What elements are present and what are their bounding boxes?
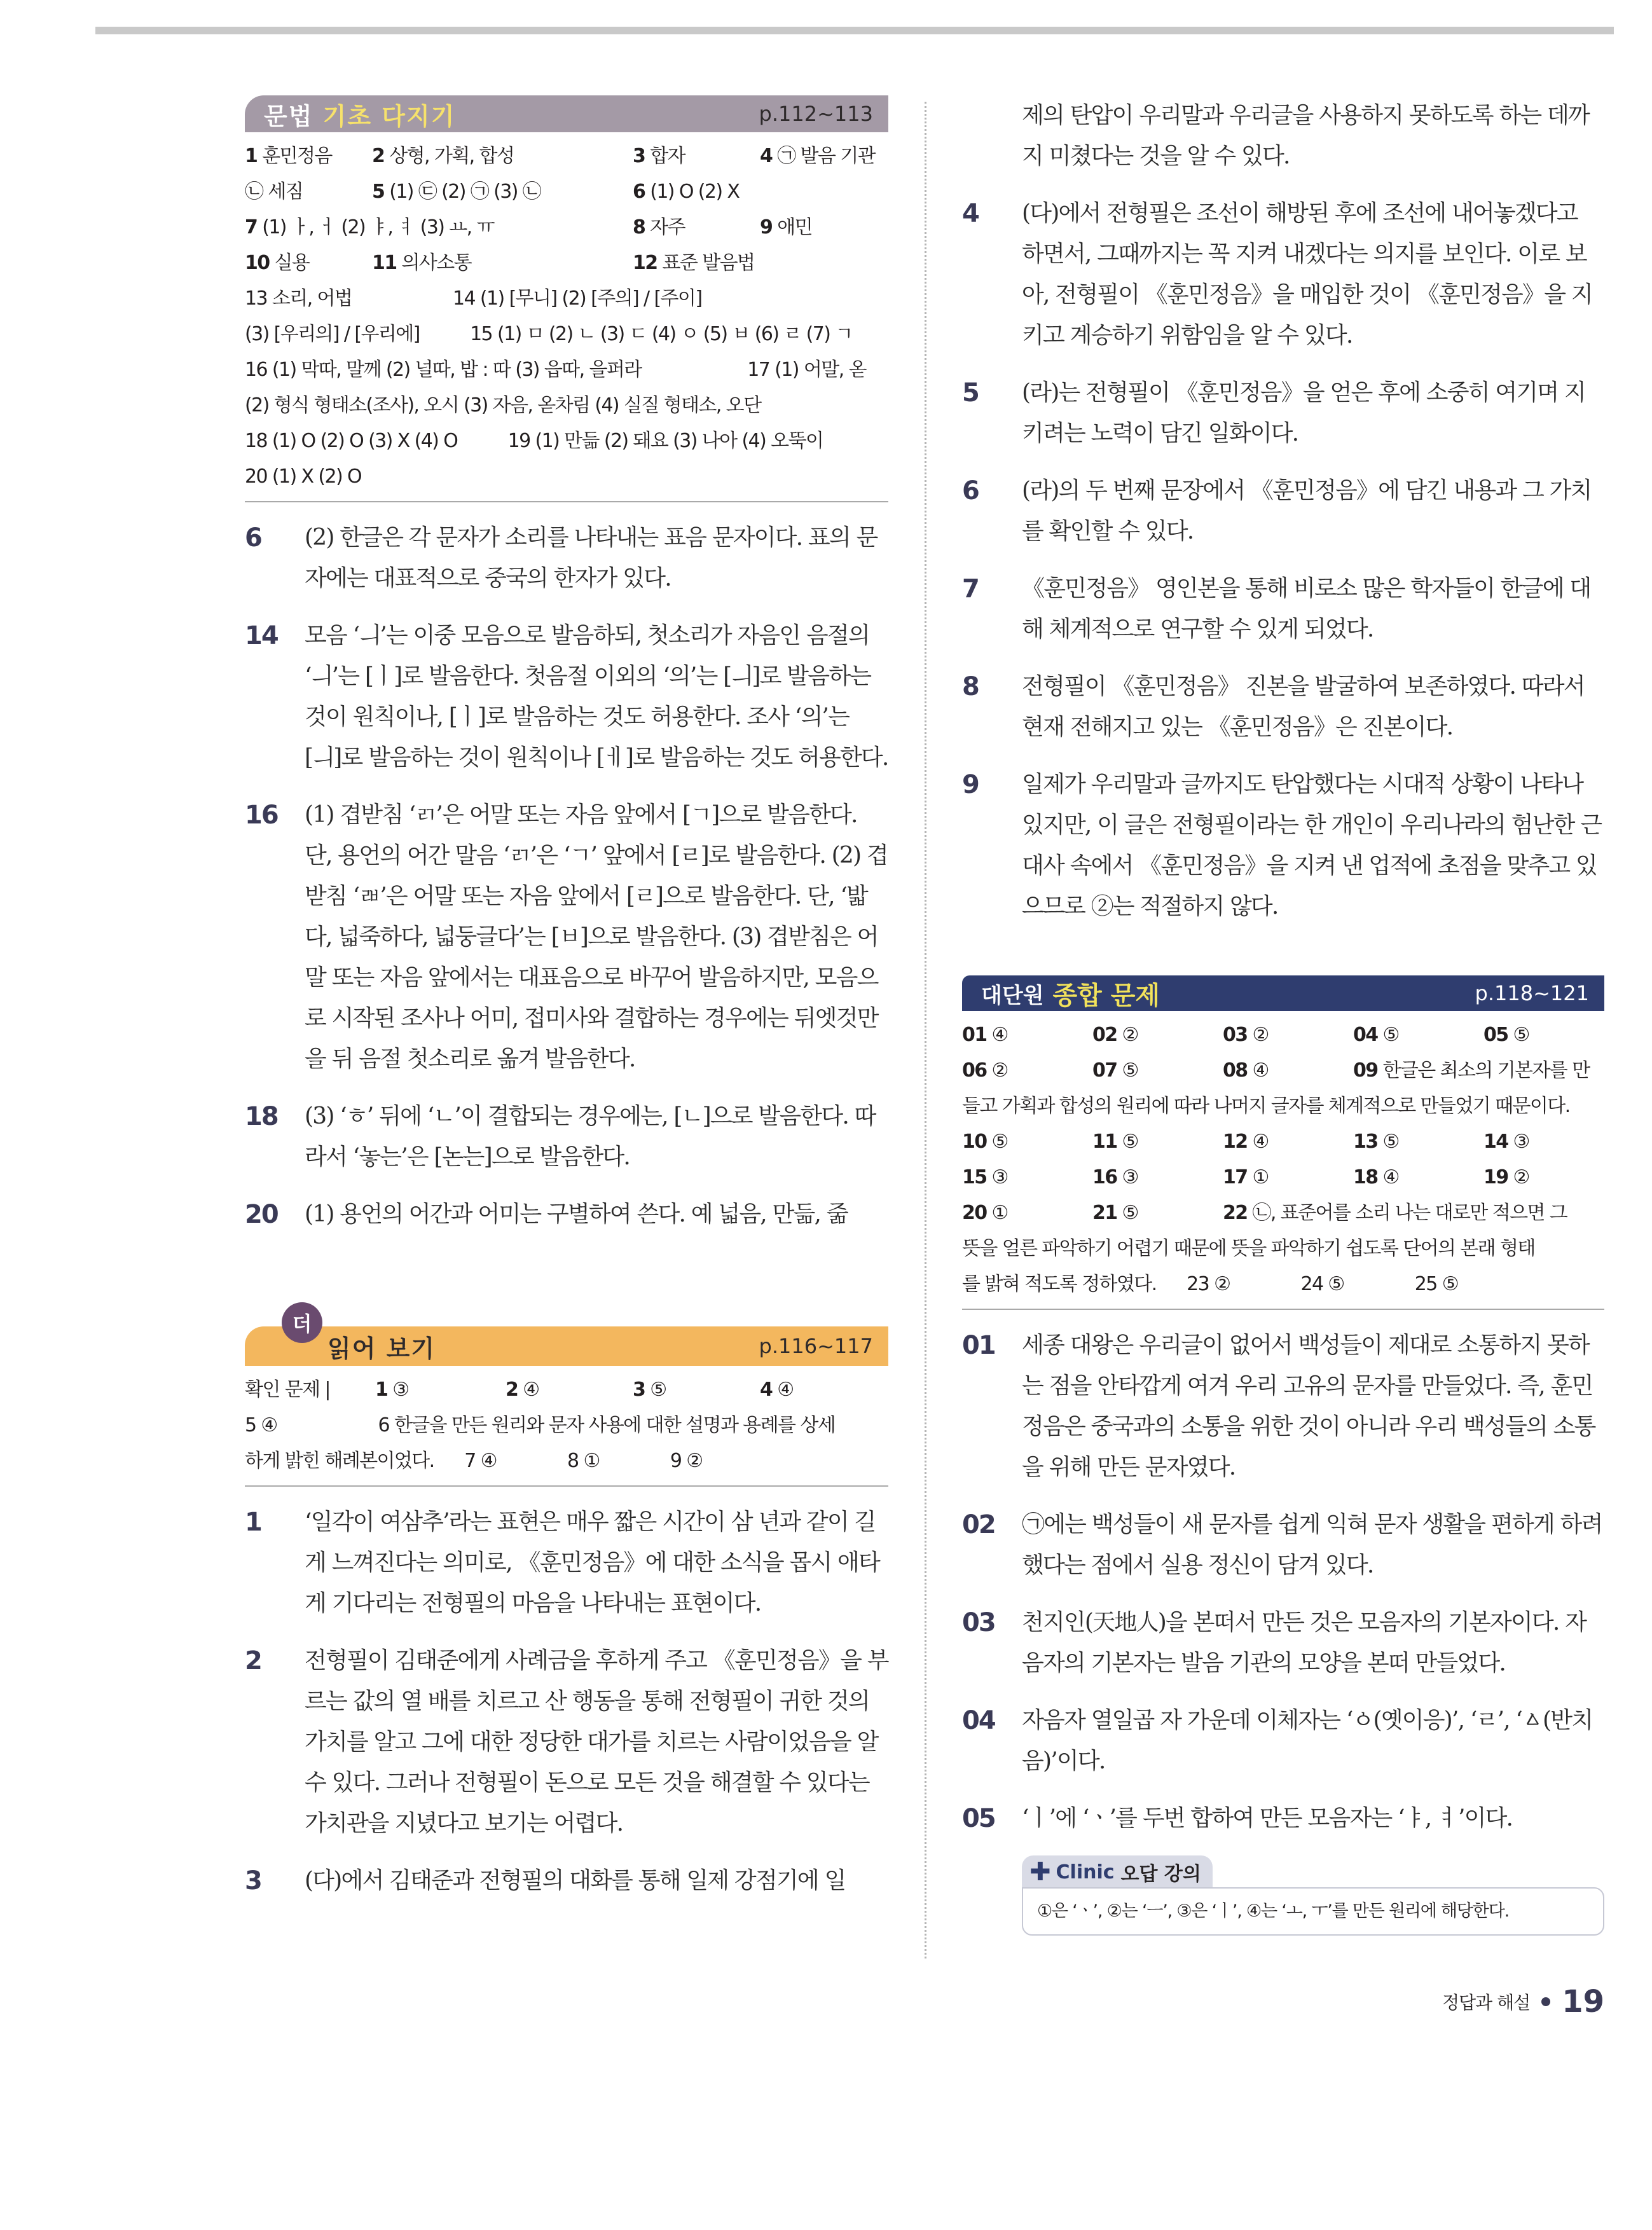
answer-value: (1) O (2) X: [645, 181, 740, 203]
answer-number: 5: [372, 181, 385, 203]
item-text: (다)에서 김태준과 전형필의 대화를 통해 일제 강점기에 일: [305, 1868, 846, 1894]
answer-line: (3) [우리의] / [우리에] 15 (1) ㅁ (2) ㄴ (3) ㄷ (4) ㅇ (5) ㅂ (6) ㄹ (7) ㄱ: [245, 323, 853, 345]
answer-value: ②: [1117, 1024, 1138, 1046]
answer-line: 하게 밝힌 해례본이었다. 7 ④ 8 ① 9 ②: [245, 1450, 703, 1472]
explanation-item: [962, 1700, 1604, 1782]
answer-cell: [633, 245, 754, 281]
answer-number: 04: [1353, 1024, 1378, 1046]
answer-number: 22: [1223, 1202, 1248, 1224]
answer-row: [245, 1372, 888, 1408]
answer-number: 05: [1483, 1024, 1508, 1046]
answer-value: 표준 발음법: [657, 252, 755, 274]
answer-value: ②: [1247, 1024, 1269, 1046]
explanations-grammar: [245, 518, 888, 1235]
item-number: 1: [245, 1508, 261, 1537]
answer-value: ①: [986, 1202, 1008, 1224]
answer-cell: [1223, 1195, 1567, 1231]
answer-row: [245, 139, 888, 174]
plus-icon: ✚: [1029, 1857, 1051, 1887]
item-number: 7: [962, 574, 979, 603]
answer-value: ⑤: [1117, 1131, 1138, 1153]
answer-row: [962, 1160, 1604, 1195]
section-title-a: 대단원: [981, 982, 1044, 1008]
answer-number: 3: [633, 1379, 645, 1401]
answer-cell: [1092, 1195, 1138, 1231]
clinic-header: [1022, 1855, 1213, 1887]
section-title: [264, 97, 455, 132]
item-text: ‘일각이 여삼추’라는 표현은 매우 짧은 시간이 삼 년과 같이 길게 느껴진다는 의미로, 《훈민정음》에 대한 소식을 몹시 애타게 기다리는 전형필의 마음을 나타내는 표현이다.: [305, 1509, 879, 1616]
answer-line: 18 (1) O (2) O (3) X (4) O 19 (1) 만듦 (2) 돼요 (3) 나아 (4) 오뚝이: [245, 430, 823, 452]
answer-cell: [506, 1372, 539, 1408]
answer-row: [962, 1017, 1604, 1053]
answer-value: ④: [518, 1379, 539, 1401]
explanation-item: [245, 1096, 888, 1178]
answer-number: 12: [1223, 1131, 1248, 1153]
explanation-item: [962, 568, 1604, 650]
answer-cell: [760, 1372, 794, 1408]
item-number: 8: [962, 672, 979, 701]
answer-number: 02: [1092, 1024, 1117, 1046]
answer-number: 13: [1353, 1131, 1378, 1153]
answer-number: 2: [506, 1379, 518, 1401]
answer-number: 11: [1092, 1131, 1117, 1153]
item-text: 전형필이 《훈민정음》 진본을 발굴하여 보존하였다. 따라서 현재 전해지고 있는 《훈민정음》은 진본이다.: [1022, 673, 1585, 740]
clinic-text: ①은 ‘ㆍ’, ②는 ‘ㅡ’, ③은 ‘ㅣ’, ④는 ‘ㅗ, ㅜ’를 만든 원리에 해당한다.: [1022, 1887, 1604, 1936]
answer-cell: [245, 139, 332, 174]
answer-cell: [375, 1372, 409, 1408]
item-text: 모음 ‘ㅢ’는 이중 모음으로 발음하되, 첫소리가 자음인 음절의 ‘ㅢ’는 [ㅣ]로 발음한다. 첫음절 이외의 ‘의’는 [ㅢ]로 발음하는 것이 원칙이나, [ㅣ]로 발음하는 것도 허용한다. 조사 ‘의’는 [ㅢ]로 발음하는 것이 원칙이나 [ㅔ]로 발음하는 것도 허용한다.: [305, 623, 888, 771]
answer-number: 09: [1353, 1059, 1378, 1082]
item-text: (라)의 두 번째 문장에서 《훈민정음》에 담긴 내용과 그 가치를 확인할 수 있다.: [1022, 478, 1592, 544]
answer-line: 들고 가획과 합성의 원리에 따라 나머지 글자를 체계적으로 만들었기 때문이다.: [962, 1095, 1570, 1117]
answer-number: 14: [1483, 1131, 1508, 1153]
item-number: 6: [962, 476, 979, 506]
answer-cell: [1353, 1053, 1590, 1089]
answer-line: 13 소리, 어법 14 (1) [무니] (2) [주의] / [주이]: [245, 287, 702, 310]
answer-value: ③: [986, 1166, 1008, 1188]
answer-value: ⑤: [1117, 1202, 1138, 1224]
answer-number: 01: [962, 1024, 987, 1046]
answer-cell: [372, 174, 540, 210]
answer-line: 16 (1) 막따, 말께 (2) 널따, 밥 : 따 (3) 읍따, 을퍼라 17 (1) 어말, 옫: [245, 359, 866, 381]
answer-cell: [760, 210, 812, 245]
answer-number: 1: [245, 145, 258, 167]
explanation-item: [962, 764, 1604, 927]
answer-value: 실용: [269, 252, 310, 274]
explanation-item: [962, 1325, 1604, 1488]
answer-value: ㉡ 세짐: [245, 181, 303, 203]
answer-cell: [1483, 1124, 1529, 1160]
footer-dot: [1541, 1997, 1550, 2006]
item-text: 《훈민정음》 영인본을 통해 비로소 많은 학자들이 한글에 대해 체계적으로 연구할 수 있게 되었다.: [1022, 575, 1591, 642]
explanation-item: [245, 1194, 888, 1235]
answer-block-grammar: [245, 139, 888, 502]
explanation-item: [962, 373, 1604, 454]
answer-number: 7: [245, 216, 258, 238]
answer-value: ②: [986, 1059, 1008, 1082]
item-text: (다)에서 전형필은 조선이 해방된 후에 조선에 내어놓겠다고 하면서, 그때까지는 꼭 지켜 내겠다는 의지를 보인다. 이로 보아, 전형필이 《훈민정음》을 매입한 것이 《훈민정음》을 지키고 계승하기 위함임을 알 수 있다.: [1022, 200, 1592, 348]
section-banner-unit: [962, 975, 1604, 1011]
answer-number: 9: [760, 216, 773, 238]
more-badge: 더: [282, 1302, 322, 1343]
continued-text: 제의 탄압이 우리말과 우리글을 사용하지 못하도록 하는 데까지 미쳤다는 것을 알 수 있다.: [1022, 102, 1589, 169]
section-pages: p.116~117: [759, 1334, 873, 1358]
answer-number: 20: [962, 1202, 987, 1224]
item-number: 20: [245, 1200, 278, 1229]
top-rule: [95, 27, 1614, 34]
explanations-unit: [962, 1325, 1604, 1839]
answer-number: 12: [633, 252, 657, 274]
answer-number: 11: [372, 252, 397, 274]
item-number: 05: [962, 1804, 995, 1833]
answer-value: ④: [772, 1379, 794, 1401]
answer-cell: [1483, 1160, 1529, 1195]
item-text: (1) 겹받침 ‘ㄺ’은 어말 또는 자음 앞에서 [ㄱ]으로 발음한다. 단, 용언의 어간 말음 ‘ㄺ’은 ‘ㄱ’ 앞에서 [ㄹ]로 발음한다. (2) 겹받침 ‘ㄼ’은 어말 또는 자음 앞에서 [ㄹ]으로 발음한다. 단, ‘밟다, 넓죽하다, 넓둥글다’는 [ㅂ]으로 발음한다. (3) 겹받침은 어말 또는 자음 앞에서는 대표음으로 바꾸어 발음하지만, 모음으로 시작된 조사나 어미, 접미사와 결합하는 경우에는 뒤엣것만을 뒤 음절 첫소리로 옮겨 발음한다.: [305, 802, 888, 1072]
answer-cell: [1223, 1160, 1269, 1195]
answer-cell: [1223, 1053, 1269, 1089]
answer-line: 를 밝혀 적도록 정하였다. 23 ② 24 ⑤ 25 ⑤: [962, 1273, 1458, 1295]
answer-value: ④: [986, 1024, 1008, 1046]
item-number: 18: [245, 1102, 278, 1131]
answer-cell: [1092, 1053, 1138, 1089]
item-text: 일제가 우리말과 글까지도 탄압했다는 시대적 상황이 나타나 있지만, 이 글은 전형필이라는 한 개인이 우리나라의 험난한 근대사 속에서 《훈민정음》을 지켜 낸 업적에 초점을 맞추고 있으므로 ②는 적절하지 않다.: [1022, 771, 1602, 919]
answer-cell: [1483, 1017, 1529, 1053]
answer-cell: [1353, 1160, 1399, 1195]
answer-line: 20 (1) X (2) O: [245, 465, 362, 488]
item-number: 4: [962, 199, 979, 228]
answer-row: [962, 1124, 1604, 1160]
item-text: (3) ‘ㅎ’ 뒤에 ‘ㄴ’이 결합되는 경우에는, [ㄴ]으로 발음한다. 따라서 ‘놓는’은 [논는]으로 발음한다.: [305, 1103, 876, 1170]
explanation-item: [962, 1798, 1604, 1839]
item-number: 01: [962, 1331, 995, 1360]
item-number: 02: [962, 1510, 995, 1539]
answer-number: 8: [633, 216, 645, 238]
page-footer: [1442, 1984, 1604, 2020]
explanation-item: [962, 666, 1604, 748]
answer-cell: [962, 1195, 1008, 1231]
item-number: 6: [245, 523, 261, 553]
answer-cell: [962, 1017, 1008, 1053]
answer-row: [245, 174, 888, 210]
answer-cell: [1092, 1017, 1138, 1053]
item-text: (2) 한글은 각 문자가 소리를 나타내는 표음 문자이다. 표의 문자에는 대표적으로 중국의 한자가 있다.: [305, 525, 878, 591]
answer-block-unit: [962, 1017, 1604, 1310]
item-text: 전형필이 김태준에게 사례금을 후하게 주고 《훈민정음》을 부르는 값의 열 배를 치르고 산 행동을 통해 전형필이 귀한 것의 가치를 알고 그에 대한 정당한 대가를 치르는 사람이었음을 알 수 있다. 그러나 전형필이 돈으로 모든 것을 해결할 수 있다는 가치관을 지녔다고 보기는 어렵다.: [305, 1648, 888, 1836]
answer-cell: [1353, 1017, 1399, 1053]
answer-number: 03: [1223, 1024, 1248, 1046]
explanation-item: [245, 1502, 888, 1624]
explanations-reading: [245, 1502, 888, 1901]
explanation-item: [962, 193, 1604, 356]
answer-number: 06: [962, 1059, 987, 1082]
section-banner-reading: [245, 1312, 888, 1366]
answer-value: ①: [1247, 1166, 1269, 1188]
answer-value: (1) ㅏ, ㅓ (2) ㅑ, ㅕ (3) ㅛ, ㅠ: [257, 216, 494, 238]
answer-cell: [633, 174, 739, 210]
explanations-reading-cont: [962, 193, 1604, 927]
answer-cell: [245, 174, 303, 210]
answer-number: 10: [962, 1131, 987, 1153]
answer-number: 16: [1092, 1166, 1117, 1188]
item-text: 자음자 열일곱 자 가운데 이체자는 ‘ㆁ(옛이응)’, ‘ㄹ’, ‘ㅿ(반치음)’이다.: [1022, 1707, 1593, 1774]
answer-cell: [633, 139, 685, 174]
clinic-sublabel: 오답 강의: [1120, 1863, 1201, 1885]
answer-value: ⑤: [645, 1379, 666, 1401]
item-number: 2: [245, 1646, 261, 1676]
answer-number: 3: [633, 145, 645, 167]
answer-cell: [245, 210, 494, 245]
clinic-box: [1022, 1855, 1604, 1936]
footer-label: 정답과 해설: [1442, 1992, 1531, 2013]
answer-block-reading: [245, 1372, 888, 1487]
answer-cell: [962, 1053, 1008, 1089]
right-column: [962, 95, 1604, 1936]
item-text: ㉠에는 백성들이 새 문자를 쉽게 익혀 문자 생활을 편하게 하려 했다는 점에서 실용 정신이 담겨 있다.: [1022, 1511, 1602, 1578]
section-title: 읽어 보기: [327, 1333, 436, 1363]
item-number: 16: [245, 801, 278, 830]
answer-number: 1: [375, 1379, 388, 1401]
explanation-item: [245, 795, 888, 1080]
item-text: ‘ㅣ’에 ‘ㆍ’를 두번 합하여 만든 모음자는 ‘ㅑ, ㅕ’이다.: [1022, 1805, 1513, 1831]
section-title-b: 기초 다지기: [322, 101, 456, 130]
answer-value: ④: [1247, 1131, 1269, 1153]
answer-value: ④: [1377, 1166, 1399, 1188]
answer-cell: [1092, 1160, 1138, 1195]
answer-cell: [1353, 1124, 1399, 1160]
answer-row: [245, 245, 888, 281]
answer-cell: [962, 1160, 1008, 1195]
answer-cell: [245, 1372, 330, 1408]
answer-number: 15: [962, 1166, 987, 1188]
answer-value: ③: [1117, 1166, 1138, 1188]
answer-value: ⑤: [986, 1131, 1008, 1153]
answer-number: 08: [1223, 1059, 1248, 1082]
answer-value: 의사소통: [396, 252, 472, 274]
answer-number: 19: [1483, 1166, 1508, 1188]
answer-number: 21: [1092, 1202, 1117, 1224]
item-number: 03: [962, 1608, 995, 1637]
item-number: 3: [245, 1866, 261, 1896]
answer-value: (1) ㉢ (2) ㉠ (3) ㉡: [384, 181, 541, 203]
answer-value: ㉡, 표준어를 소리 나는 대로만 적으면 그: [1247, 1202, 1567, 1224]
explanation-item: [245, 518, 888, 599]
answer-row: [245, 210, 888, 245]
answer-number: 6: [633, 181, 645, 203]
section-title-a: 문법: [264, 101, 313, 130]
item-number: 04: [962, 1706, 995, 1735]
answer-value: ③: [1508, 1131, 1529, 1153]
answer-value: ②: [1508, 1166, 1529, 1188]
answer-line: (2) 형식 형태소(조사), 오시 (3) 자음, 옫차림 (4) 실질 형태소, 오단: [245, 394, 761, 416]
answer-value: 확인 문제 |: [245, 1379, 330, 1401]
section-title-b: 종합 문제: [1052, 980, 1160, 1010]
answer-value: ⑤: [1377, 1131, 1399, 1153]
section-pages: p.112~113: [759, 102, 873, 126]
clinic-label: Clinic: [1056, 1861, 1115, 1883]
answer-number: 4: [760, 1379, 773, 1401]
answer-cell: [245, 245, 309, 281]
answer-value: 한글은 최소의 기본자를 만: [1377, 1059, 1590, 1082]
answer-line: 5 ④ 6 한글을 만든 원리와 문자 사용에 대한 설명과 용례를 상세: [245, 1414, 836, 1436]
item-text: 세종 대왕은 우리글이 없어서 백성들이 제대로 소통하지 못하는 점을 안타깝게 여겨 우리 고유의 문자를 만들었다. 즉, 훈민정음은 중국과의 소통을 위한 것이 아니라 우리 백성들의 소통을 위해 만든 문자였다.: [1022, 1332, 1595, 1480]
answer-value: 훈민정음: [257, 145, 332, 167]
left-column: [245, 95, 888, 1918]
answer-value: ④: [1247, 1059, 1269, 1082]
explanation-item: [245, 616, 888, 778]
item-text: (1) 용언의 어간과 어미는 구별하여 쓴다. 예 넓음, 만듦, 줆: [305, 1201, 848, 1227]
answer-cell: [760, 139, 875, 174]
answer-value: 자주: [645, 216, 685, 238]
item-text: 천지인(天地人)을 본떠서 만든 것은 모음자의 기본자이다. 자음자의 기본자는 발음 기관의 모양을 본떠 만들었다.: [1022, 1609, 1587, 1676]
answer-cell: [962, 1124, 1008, 1160]
answer-value: ⑤: [1117, 1059, 1138, 1082]
column-divider: [925, 102, 926, 1958]
answer-row: [962, 1195, 1604, 1231]
item-text: (라)는 전형필이 《훈민정음》을 얻은 후에 소중히 여기며 지키려는 노력이 담긴 일화이다.: [1022, 380, 1585, 446]
answer-line: 뜻을 얼른 파악하기 어렵기 때문에 뜻을 파악하기 쉽도록 단어의 본래 형태: [962, 1237, 1535, 1260]
answer-value: ⑤: [1377, 1024, 1399, 1046]
answer-value: ㉠ 발음 기관: [772, 145, 876, 167]
answer-cell: [633, 1372, 666, 1408]
answer-cell: [633, 210, 685, 245]
answer-number: 18: [1353, 1166, 1378, 1188]
answer-number: 17: [1223, 1166, 1248, 1188]
explanation-item: [962, 1504, 1604, 1586]
answer-number: 4: [760, 145, 773, 167]
answer-number: 10: [245, 252, 270, 274]
answer-value: 합자: [645, 145, 685, 167]
item-number: 5: [962, 378, 979, 408]
item-number: 14: [245, 621, 278, 650]
section-banner-grammar: [245, 95, 888, 132]
answer-cell: [372, 139, 514, 174]
answer-cell: [1223, 1124, 1269, 1160]
explanation-item: [962, 471, 1604, 552]
explanation-item: [245, 1641, 888, 1844]
answer-cell: [372, 245, 471, 281]
answer-number: 07: [1092, 1059, 1117, 1082]
answer-cell: [1223, 1017, 1269, 1053]
explanation-item: [962, 1602, 1604, 1684]
page-number: 19: [1562, 1984, 1604, 2020]
section-pages: p.118~121: [1475, 981, 1589, 1005]
explanation-item: [245, 1861, 888, 1901]
answer-value: 상형, 가획, 합성: [384, 145, 514, 167]
answer-value: ③: [387, 1379, 409, 1401]
item-number: 9: [962, 770, 979, 799]
answer-value: 애민: [772, 216, 812, 238]
answer-row: [962, 1053, 1604, 1089]
answer-number: 2: [372, 145, 385, 167]
answer-value: ⑤: [1508, 1024, 1529, 1046]
answer-cell: [1092, 1124, 1138, 1160]
